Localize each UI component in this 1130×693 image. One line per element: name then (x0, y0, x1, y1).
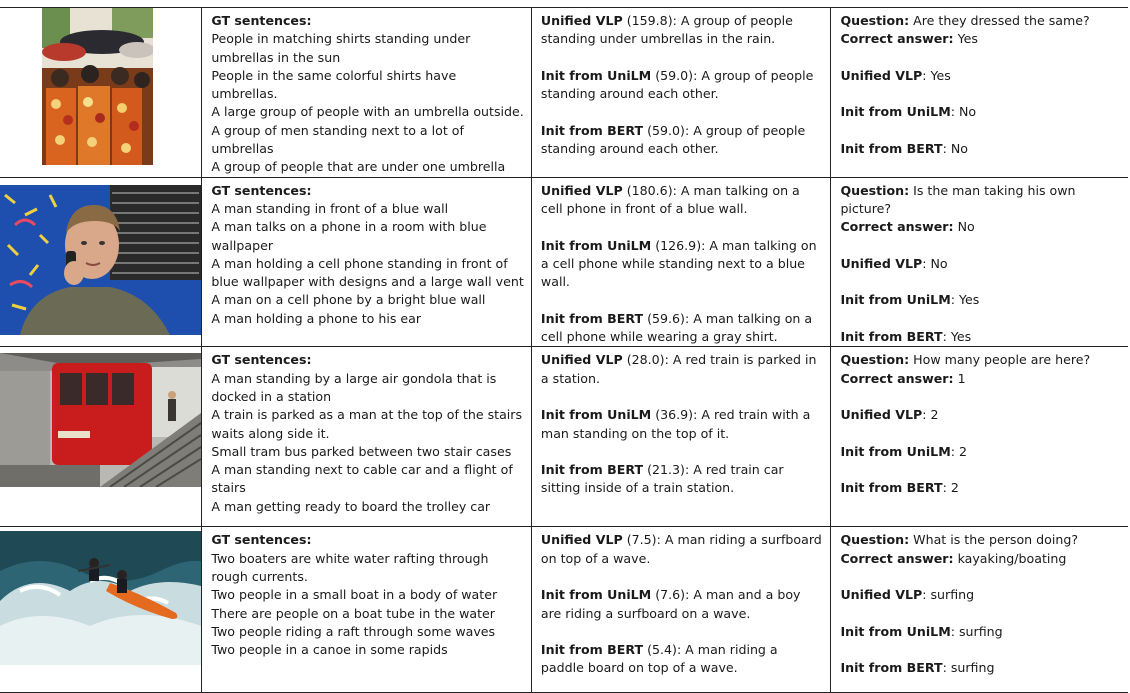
question: Question: Is the man taking his own picture? (840, 182, 1076, 216)
vqa-cell (831, 8, 1128, 178)
image-cell (0, 8, 202, 178)
gt-heading: GT sentences: (211, 352, 312, 368)
caption-init-unilm: Init from UniLM (59.0): A group of people standing around each other. (540, 67, 814, 102)
answer-init-bert: Init from BERT: Yes (840, 329, 972, 345)
gt-sentences-cell (202, 527, 532, 693)
answer-init-bert: Init from BERT: surfing (840, 660, 995, 676)
gt-sentence: A man on a cell phone by a bright blue wall (211, 292, 486, 308)
vqa-cell (831, 177, 1128, 347)
gt-sentence: There are people on a boat tube in the water (211, 605, 495, 621)
vqa-cell (831, 527, 1128, 693)
image-cell (0, 177, 202, 347)
gt-sentence: A man standing in front of a blue wall (211, 200, 449, 216)
gt-sentence: Two people riding a raft through some waves (211, 623, 496, 639)
correct-answer: Correct answer: No (840, 219, 975, 235)
gt-sentences-cell (202, 177, 532, 347)
correct-answer: Correct answer: 1 (840, 370, 966, 386)
gt-heading: GT sentences: (211, 13, 312, 28)
caption-predictions-cell (531, 347, 831, 527)
gt-sentence: A man talks on a phone in a room with blue wallpaper (211, 219, 487, 253)
gt-sentence: A group of men standing next to a lot of umbrellas (211, 122, 464, 157)
answer-init-unilm: Init from UniLM: 2 (840, 443, 967, 459)
gt-heading: GT sentences: (211, 182, 312, 198)
answer-unified-vlp: Unified VLP: No (840, 255, 948, 271)
caption-unified-vlp: Unified VLP (180.6): A man talking on a cell phone in front of a blue wall. (540, 182, 800, 216)
question: Question: How many people are here? (840, 352, 1091, 368)
image-cell (0, 347, 202, 527)
results-table (0, 7, 1128, 693)
table-row (0, 8, 1128, 178)
answer-unified-vlp: Unified VLP: 2 (840, 407, 939, 423)
caption-init-unilm: Init from UniLM (126.9): A man talking on a cell phone while standing next to a blue wall. (540, 237, 817, 290)
gt-sentences-cell (202, 347, 532, 527)
gt-sentence: A man getting ready to board the trolley car (211, 498, 491, 514)
answer-init-bert: Init from BERT: 2 (840, 480, 959, 496)
gt-sentence: A train is parked as a man at the top of the stairs waits along side it. (211, 407, 523, 441)
gt-sentence: A man holding a cell phone standing in front of blue wallpaper with designs and a large wall vent (211, 255, 524, 290)
gt-sentence: Small tram bus parked between two stair cases (211, 443, 512, 459)
gt-sentence: A man holding a phone to his ear (211, 310, 422, 326)
question: Question: Are they dressed the same? (840, 13, 1090, 28)
caption-init-bert: Init from BERT (5.4): A man riding a paddle board on top of a wave. (540, 642, 778, 676)
caption-init-unilm: Init from UniLM (7.6): A man and a boy are riding a surfboard on a wave. (540, 587, 801, 621)
vqa-cell (831, 347, 1128, 527)
gt-sentence: A group of people that are under one umbrella (211, 159, 506, 175)
gt-heading: GT sentences: (211, 532, 312, 548)
red-tram-station-photo (0, 353, 201, 487)
caption-unified-vlp: Unified VLP (28.0): A red train is parked in a station. (540, 352, 817, 386)
caption-unified-vlp: Unified VLP (159.8): A group of people standing under umbrellas in the rain. (540, 13, 793, 47)
caption-init-bert: Init from BERT (59.6): A man talking on a cell phone while wearing a gray shirt. (540, 310, 813, 345)
caption-predictions-cell (531, 8, 831, 178)
answer-unified-vlp: Unified VLP: surfing (840, 587, 975, 603)
correct-answer: Correct answer: Yes (840, 31, 978, 47)
table-row (0, 347, 1128, 527)
answer-init-bert: Init from BERT: No (840, 141, 968, 157)
gt-sentence: Two people in a small boat in a body of water (211, 587, 498, 603)
gt-sentence: People in matching shirts standing under umbrellas in the sun (211, 31, 471, 65)
people-with-umbrellas-photo (42, 8, 153, 165)
gt-sentence: Two boaters are white water rafting through rough currents. (211, 550, 489, 584)
caption-unified-vlp: Unified VLP (7.5): A man riding a surfboard on top of a wave. (540, 532, 822, 566)
answer-unified-vlp: Unified VLP: Yes (840, 67, 951, 83)
gt-sentence: A man standing next to cable car and a flight of stairs (211, 462, 513, 496)
table-row (0, 177, 1128, 347)
image-cell (0, 527, 202, 693)
caption-predictions-cell (531, 527, 831, 693)
caption-init-bert: Init from BERT (59.0): A group of people standing around each other. (540, 122, 806, 157)
correct-answer: Correct answer: kayaking/boating (840, 550, 1067, 566)
gt-sentence: People in the same colorful shirts have umbrellas. (211, 67, 457, 102)
gt-sentence: A large group of people with an umbrella outside. (211, 104, 524, 120)
table-row (0, 527, 1128, 693)
gt-sentence: A man standing by a large air gondola that is docked in a station (211, 370, 497, 404)
gt-sentences-cell (202, 8, 532, 178)
question: Question: What is the person doing? (840, 532, 1079, 548)
man-on-phone-blue-wall-photo (0, 185, 201, 335)
caption-init-bert: Init from BERT (21.3): A red train car sitting inside of a train station. (540, 462, 784, 496)
answer-init-unilm: Init from UniLM: No (840, 104, 977, 120)
kayak-rapids-photo (0, 531, 201, 665)
answer-init-unilm: Init from UniLM: Yes (840, 292, 980, 308)
gt-sentence: Two people in a canoe in some rapids (211, 642, 448, 658)
caption-init-unilm: Init from UniLM (36.9): A red train with a man standing on the top of it. (540, 407, 811, 441)
caption-predictions-cell (531, 177, 831, 347)
answer-init-unilm: Init from UniLM: surfing (840, 623, 1003, 639)
